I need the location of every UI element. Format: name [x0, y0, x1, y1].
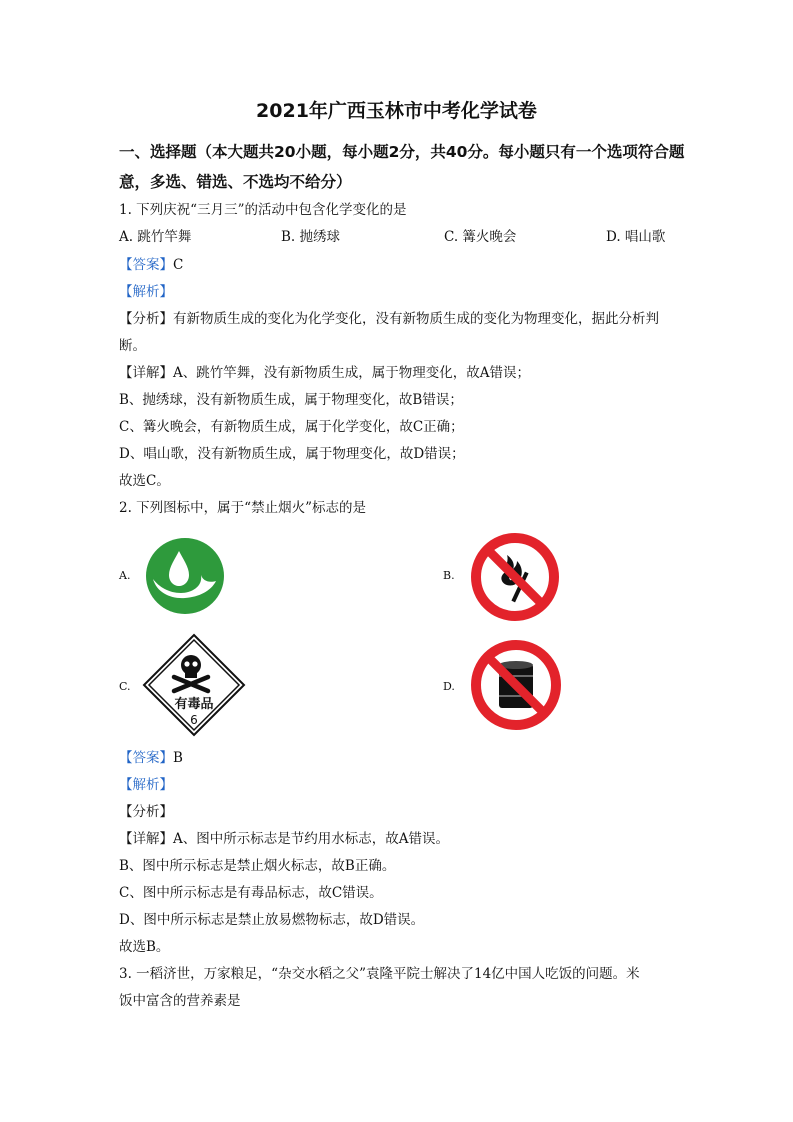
q2-analysis-tag: 【解析】	[119, 777, 173, 793]
q2-conclusion: 故选B。	[119, 939, 170, 955]
q1-option-b: B. 抛绣球	[281, 229, 341, 245]
q2-stem: 2. 下列图标中，属于“禁止烟火”标志的是	[119, 500, 366, 516]
page-title: 2021年广西玉林市中考化学试卷	[256, 100, 537, 122]
q2-fenxi-tag: 【分析】	[119, 804, 173, 820]
q2-line-b: B、图中所示标志是禁止烟火标志，故B正确。	[119, 858, 396, 874]
q1-line-c: C、篝火晚会，有新物质生成，属于化学变化，故C正确；	[119, 419, 464, 435]
answer-tag: 【答案】	[119, 257, 173, 273]
xiangjie-text: A、图中所示标志是节约用水标志，故A错误。	[173, 831, 449, 847]
q2-label-b: B.	[443, 569, 455, 582]
q1-fenxi	[119, 310, 659, 328]
fenxi-tag: 【分析】	[119, 311, 173, 327]
q1-fenxi-cont: 断。	[119, 338, 146, 354]
answer-tag: 【答案】	[119, 750, 173, 766]
answer-value: C	[173, 257, 184, 273]
q1-answer	[119, 256, 183, 274]
toxic-label-text: 有毒品	[174, 697, 214, 712]
q1-analysis-tag: 【解析】	[119, 284, 173, 300]
q2-line-c: C、图中所示标志是有毒品标志，故C错误。	[119, 885, 383, 901]
q3-stem: 3. 一稻济世，万家粮足，“杂交水稻之父”袁隆平院士解决了14亿中国人吃饭的问题。米	[119, 966, 640, 982]
q2-label-d: D.	[443, 680, 455, 693]
toxic-class-number: 6	[190, 713, 198, 727]
q2-label-c: C.	[119, 680, 131, 693]
q2-answer	[119, 749, 183, 767]
water-saving-icon	[145, 537, 225, 615]
q1-conclusion: 故选C。	[119, 473, 170, 489]
section-heading: 一、选择题（本大题共20小题，每小题2分，共40分。每小题只有一个选项符合题意，多选、错选、不选均不给分）	[119, 143, 685, 191]
q2-label-a: A.	[119, 569, 131, 582]
no-fire-icon	[469, 531, 561, 623]
q1-xiangjie	[119, 364, 530, 382]
fenxi-text: 有新物质生成的变化为化学变化，没有新物质生成的变化为物理变化，据此分析判	[173, 311, 659, 327]
xiangjie-text: A、跳竹竿舞，没有新物质生成，属于物理变化，故A错误；	[173, 365, 530, 381]
q3-stem-cont: 饭中富含的营养素是	[119, 993, 241, 1009]
xiangjie-tag: 【详解】	[119, 365, 173, 381]
q1-stem: 1. 下列庆祝“三月三”的活动中包含化学变化的是	[119, 202, 407, 218]
q2-line-d: D、图中所示标志是禁止放易燃物标志，故D错误。	[119, 912, 425, 928]
q1-line-d: D、唱山歌，没有新物质生成，属于物理变化，故D错误；	[119, 446, 465, 462]
xiangjie-tag: 【详解】	[119, 831, 173, 847]
q2-xiangjie	[119, 830, 449, 848]
q1-line-b: B、抛绣球，没有新物质生成，属于物理变化，故B错误；	[119, 392, 463, 408]
answer-value: B	[173, 750, 183, 766]
q1-option-a: A. 跳竹竿舞	[119, 229, 192, 245]
q1-option-c: C. 篝火晚会	[444, 229, 517, 245]
toxic-6-icon	[141, 632, 247, 738]
no-flammables-icon	[469, 638, 563, 732]
q1-option-d: D. 唱山歌	[606, 229, 666, 245]
